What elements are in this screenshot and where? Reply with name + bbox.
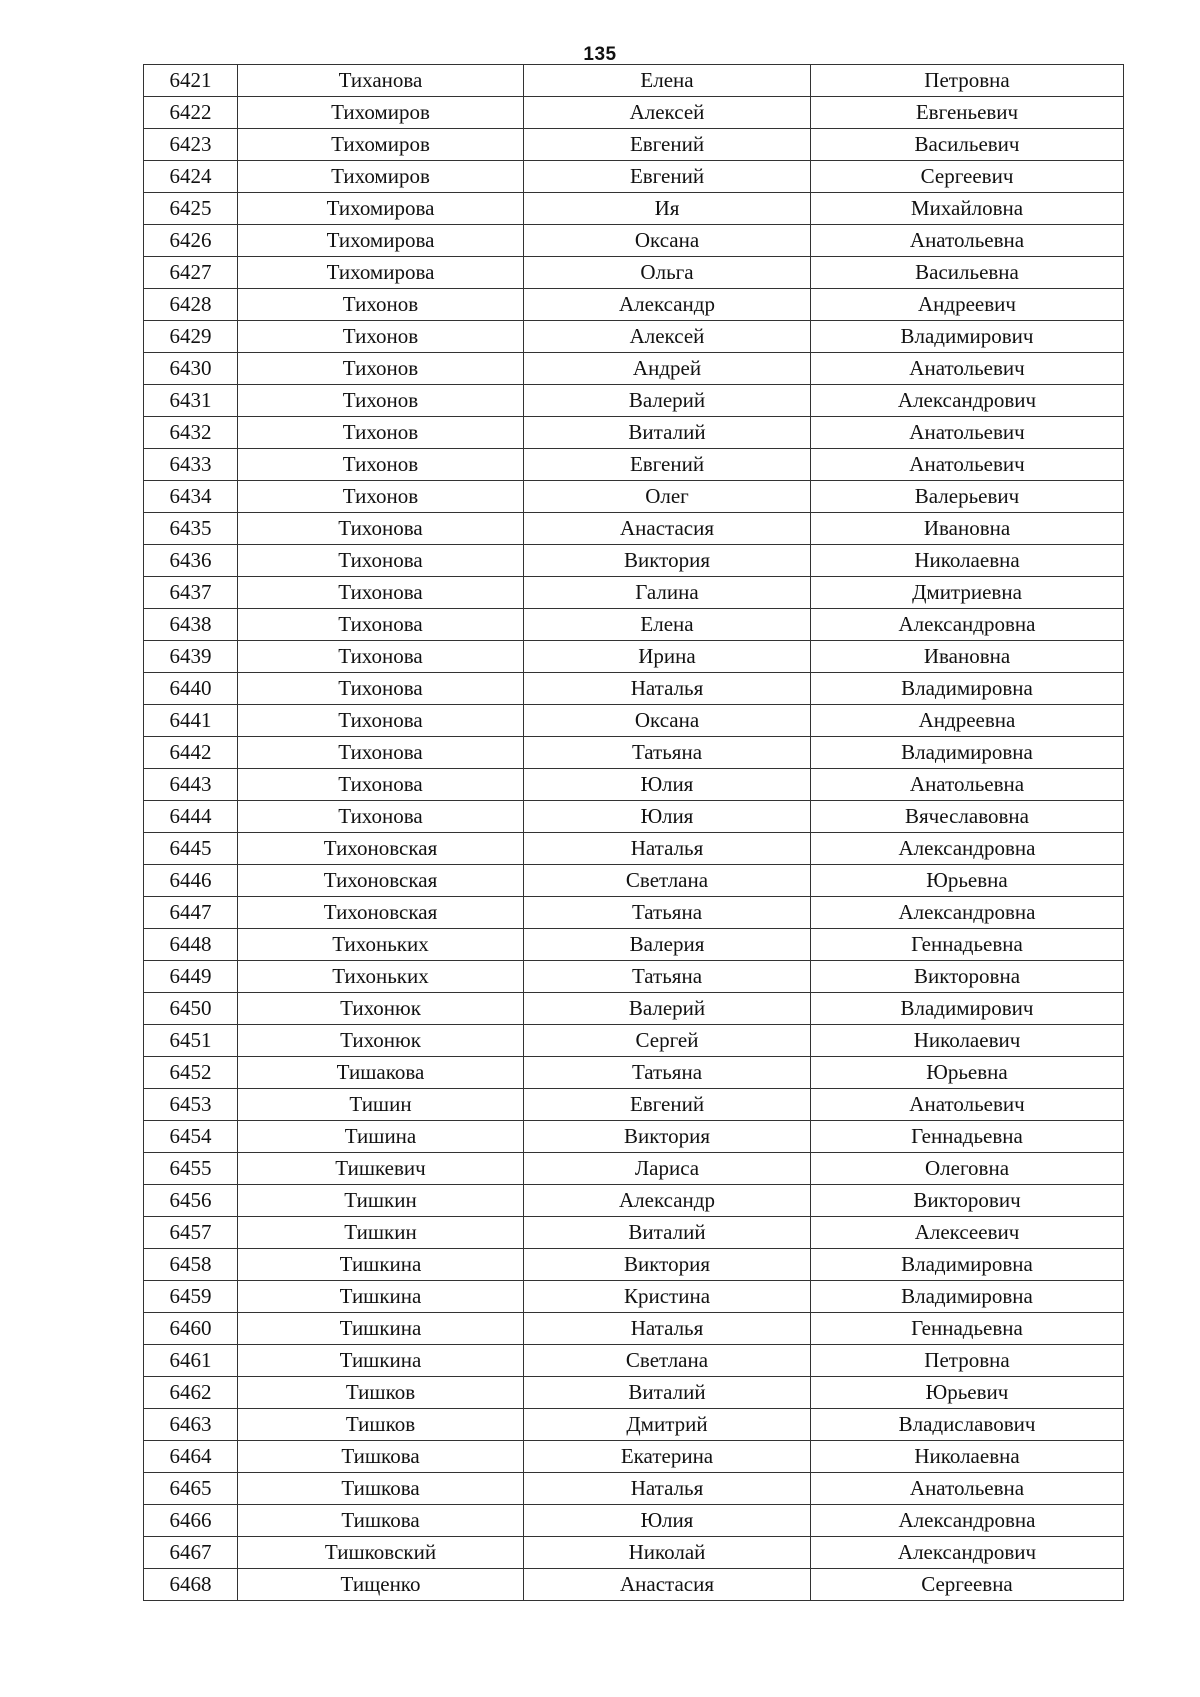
first-name-cell: Ольга bbox=[524, 257, 811, 289]
row-number-cell: 6452 bbox=[144, 1057, 238, 1089]
first-name-cell: Александр bbox=[524, 289, 811, 321]
row-number-cell: 6424 bbox=[144, 161, 238, 193]
first-name-cell: Юлия bbox=[524, 1505, 811, 1537]
table-row bbox=[144, 1249, 1124, 1281]
patronymic-cell: Викторович bbox=[811, 1185, 1124, 1217]
last-name-cell: Тихонов bbox=[238, 417, 524, 449]
patronymic-cell: Владимирович bbox=[811, 993, 1124, 1025]
first-name-cell: Николай bbox=[524, 1537, 811, 1569]
first-name-cell: Алексей bbox=[524, 97, 811, 129]
patronymic-cell: Юрьевич bbox=[811, 1377, 1124, 1409]
patronymic-cell: Анатольевич bbox=[811, 449, 1124, 481]
row-number-cell: 6455 bbox=[144, 1153, 238, 1185]
last-name-cell: Тихоновская bbox=[238, 897, 524, 929]
table-row bbox=[144, 577, 1124, 609]
row-number-cell: 6432 bbox=[144, 417, 238, 449]
table-row bbox=[144, 1185, 1124, 1217]
table-row bbox=[144, 929, 1124, 961]
patronymic-cell: Владимирович bbox=[811, 321, 1124, 353]
table-row bbox=[144, 1089, 1124, 1121]
page-number: 135 bbox=[583, 44, 617, 65]
last-name-cell: Тихонова bbox=[238, 673, 524, 705]
patronymic-cell: Анатольевич bbox=[811, 353, 1124, 385]
patronymic-cell: Анатольевич bbox=[811, 417, 1124, 449]
last-name-cell: Тихонова bbox=[238, 545, 524, 577]
first-name-cell: Галина bbox=[524, 577, 811, 609]
row-number-cell: 6441 bbox=[144, 705, 238, 737]
table-row bbox=[144, 1377, 1124, 1409]
first-name-cell: Евгений bbox=[524, 161, 811, 193]
table-row bbox=[144, 129, 1124, 161]
table-row bbox=[144, 97, 1124, 129]
patronymic-cell: Геннадьевна bbox=[811, 1121, 1124, 1153]
patronymic-cell: Викторовна bbox=[811, 961, 1124, 993]
last-name-cell: Тихонов bbox=[238, 481, 524, 513]
table-row bbox=[144, 257, 1124, 289]
last-name-cell: Тихоновская bbox=[238, 833, 524, 865]
first-name-cell: Андрей bbox=[524, 353, 811, 385]
table-row bbox=[144, 481, 1124, 513]
first-name-cell: Наталья bbox=[524, 673, 811, 705]
row-number-cell: 6456 bbox=[144, 1185, 238, 1217]
row-number-cell: 6428 bbox=[144, 289, 238, 321]
patronymic-cell: Владимировна bbox=[811, 673, 1124, 705]
patronymic-cell: Михайловна bbox=[811, 193, 1124, 225]
first-name-cell: Олег bbox=[524, 481, 811, 513]
last-name-cell: Тишковский bbox=[238, 1537, 524, 1569]
row-number-cell: 6433 bbox=[144, 449, 238, 481]
patronymic-cell: Ивановна bbox=[811, 641, 1124, 673]
last-name-cell: Тихонов bbox=[238, 385, 524, 417]
table-row bbox=[144, 609, 1124, 641]
patronymic-cell: Александровна bbox=[811, 897, 1124, 929]
row-number-cell: 6463 bbox=[144, 1409, 238, 1441]
last-name-cell: Тищенко bbox=[238, 1569, 524, 1601]
table-row bbox=[144, 1121, 1124, 1153]
names-table-body bbox=[144, 65, 1124, 1601]
last-name-cell: Тишакова bbox=[238, 1057, 524, 1089]
table-row bbox=[144, 225, 1124, 257]
row-number-cell: 6458 bbox=[144, 1249, 238, 1281]
last-name-cell: Тихонов bbox=[238, 353, 524, 385]
row-number-cell: 6459 bbox=[144, 1281, 238, 1313]
last-name-cell: Тихонюк bbox=[238, 993, 524, 1025]
table-row bbox=[144, 1409, 1124, 1441]
row-number-cell: 6434 bbox=[144, 481, 238, 513]
last-name-cell: Тихонова bbox=[238, 769, 524, 801]
patronymic-cell: Геннадьевна bbox=[811, 1313, 1124, 1345]
row-number-cell: 6444 bbox=[144, 801, 238, 833]
last-name-cell: Тихомиров bbox=[238, 97, 524, 129]
last-name-cell: Тишкин bbox=[238, 1217, 524, 1249]
patronymic-cell: Владимировна bbox=[811, 1249, 1124, 1281]
table-row bbox=[144, 65, 1124, 97]
first-name-cell: Татьяна bbox=[524, 737, 811, 769]
first-name-cell: Евгений bbox=[524, 449, 811, 481]
first-name-cell: Наталья bbox=[524, 833, 811, 865]
first-name-cell: Татьяна bbox=[524, 1057, 811, 1089]
first-name-cell: Валерий bbox=[524, 385, 811, 417]
table-row bbox=[144, 1281, 1124, 1313]
patronymic-cell: Ивановна bbox=[811, 513, 1124, 545]
row-number-cell: 6465 bbox=[144, 1473, 238, 1505]
patronymic-cell: Владимировна bbox=[811, 737, 1124, 769]
table-row bbox=[144, 1057, 1124, 1089]
table-row bbox=[144, 961, 1124, 993]
first-name-cell: Ия bbox=[524, 193, 811, 225]
last-name-cell: Тихонов bbox=[238, 449, 524, 481]
last-name-cell: Тишкова bbox=[238, 1505, 524, 1537]
row-number-cell: 6438 bbox=[144, 609, 238, 641]
patronymic-cell: Петровна bbox=[811, 65, 1124, 97]
last-name-cell: Тишкова bbox=[238, 1441, 524, 1473]
table-row bbox=[144, 705, 1124, 737]
last-name-cell: Тишкина bbox=[238, 1313, 524, 1345]
first-name-cell: Оксана bbox=[524, 705, 811, 737]
patronymic-cell: Васильевна bbox=[811, 257, 1124, 289]
first-name-cell: Евгений bbox=[524, 129, 811, 161]
last-name-cell: Тишкин bbox=[238, 1185, 524, 1217]
patronymic-cell: Александровна bbox=[811, 609, 1124, 641]
first-name-cell: Елена bbox=[524, 609, 811, 641]
patronymic-cell: Алексеевич bbox=[811, 1217, 1124, 1249]
first-name-cell: Валерий bbox=[524, 993, 811, 1025]
first-name-cell: Лариса bbox=[524, 1153, 811, 1185]
last-name-cell: Тишкова bbox=[238, 1473, 524, 1505]
last-name-cell: Тихонова bbox=[238, 705, 524, 737]
row-number-cell: 6435 bbox=[144, 513, 238, 545]
row-number-cell: 6426 bbox=[144, 225, 238, 257]
patronymic-cell: Анатольевна bbox=[811, 1473, 1124, 1505]
table-row bbox=[144, 1345, 1124, 1377]
first-name-cell: Евгений bbox=[524, 1089, 811, 1121]
last-name-cell: Тихомирова bbox=[238, 225, 524, 257]
patronymic-cell: Анатольевич bbox=[811, 1089, 1124, 1121]
row-number-cell: 6468 bbox=[144, 1569, 238, 1601]
first-name-cell: Кристина bbox=[524, 1281, 811, 1313]
table-row bbox=[144, 161, 1124, 193]
row-number-cell: 6454 bbox=[144, 1121, 238, 1153]
first-name-cell: Ирина bbox=[524, 641, 811, 673]
table-row bbox=[144, 737, 1124, 769]
table-row bbox=[144, 865, 1124, 897]
first-name-cell: Светлана bbox=[524, 865, 811, 897]
patronymic-cell: Александровна bbox=[811, 833, 1124, 865]
first-name-cell: Татьяна bbox=[524, 897, 811, 929]
last-name-cell: Тихомиров bbox=[238, 129, 524, 161]
row-number-cell: 6422 bbox=[144, 97, 238, 129]
first-name-cell: Виктория bbox=[524, 545, 811, 577]
table-row bbox=[144, 1537, 1124, 1569]
first-name-cell: Виталий bbox=[524, 1217, 811, 1249]
patronymic-cell: Александрович bbox=[811, 385, 1124, 417]
row-number-cell: 6421 bbox=[144, 65, 238, 97]
row-number-cell: 6425 bbox=[144, 193, 238, 225]
row-number-cell: 6427 bbox=[144, 257, 238, 289]
first-name-cell: Дмитрий bbox=[524, 1409, 811, 1441]
patronymic-cell: Николаевна bbox=[811, 1441, 1124, 1473]
first-name-cell: Оксана bbox=[524, 225, 811, 257]
patronymic-cell: Юрьевна bbox=[811, 1057, 1124, 1089]
first-name-cell: Юлия bbox=[524, 769, 811, 801]
row-number-cell: 6449 bbox=[144, 961, 238, 993]
table-row bbox=[144, 449, 1124, 481]
last-name-cell: Тихонюк bbox=[238, 1025, 524, 1057]
table-row bbox=[144, 801, 1124, 833]
last-name-cell: Тишкина bbox=[238, 1345, 524, 1377]
row-number-cell: 6460 bbox=[144, 1313, 238, 1345]
last-name-cell: Тиханова bbox=[238, 65, 524, 97]
last-name-cell: Тихоновская bbox=[238, 865, 524, 897]
first-name-cell: Татьяна bbox=[524, 961, 811, 993]
patronymic-cell: Юрьевна bbox=[811, 865, 1124, 897]
row-number-cell: 6436 bbox=[144, 545, 238, 577]
patronymic-cell: Александровна bbox=[811, 1505, 1124, 1537]
row-number-cell: 6461 bbox=[144, 1345, 238, 1377]
last-name-cell: Тишина bbox=[238, 1121, 524, 1153]
patronymic-cell: Анатольевна bbox=[811, 769, 1124, 801]
row-number-cell: 6439 bbox=[144, 641, 238, 673]
table-row bbox=[144, 1473, 1124, 1505]
row-number-cell: 6443 bbox=[144, 769, 238, 801]
table-row bbox=[144, 897, 1124, 929]
patronymic-cell: Вячеславовна bbox=[811, 801, 1124, 833]
last-name-cell: Тихонова bbox=[238, 577, 524, 609]
row-number-cell: 6466 bbox=[144, 1505, 238, 1537]
row-number-cell: 6423 bbox=[144, 129, 238, 161]
patronymic-cell: Валерьевич bbox=[811, 481, 1124, 513]
last-name-cell: Тихонова bbox=[238, 609, 524, 641]
first-name-cell: Анастасия bbox=[524, 1569, 811, 1601]
table-row bbox=[144, 353, 1124, 385]
table-row bbox=[144, 833, 1124, 865]
last-name-cell: Тихомирова bbox=[238, 257, 524, 289]
table-row bbox=[144, 993, 1124, 1025]
first-name-cell: Виталий bbox=[524, 417, 811, 449]
table-row bbox=[144, 1313, 1124, 1345]
row-number-cell: 6448 bbox=[144, 929, 238, 961]
first-name-cell: Валерия bbox=[524, 929, 811, 961]
table-row bbox=[144, 289, 1124, 321]
row-number-cell: 6457 bbox=[144, 1217, 238, 1249]
patronymic-cell: Олеговна bbox=[811, 1153, 1124, 1185]
first-name-cell: Юлия bbox=[524, 801, 811, 833]
last-name-cell: Тишкина bbox=[238, 1249, 524, 1281]
first-name-cell: Виталий bbox=[524, 1377, 811, 1409]
first-name-cell: Светлана bbox=[524, 1345, 811, 1377]
table-row bbox=[144, 385, 1124, 417]
first-name-cell: Александр bbox=[524, 1185, 811, 1217]
patronymic-cell: Андреевич bbox=[811, 289, 1124, 321]
patronymic-cell: Геннадьевна bbox=[811, 929, 1124, 961]
table-row bbox=[144, 1153, 1124, 1185]
first-name-cell: Екатерина bbox=[524, 1441, 811, 1473]
table-row bbox=[144, 641, 1124, 673]
first-name-cell: Елена bbox=[524, 65, 811, 97]
row-number-cell: 6446 bbox=[144, 865, 238, 897]
patronymic-cell: Андреевна bbox=[811, 705, 1124, 737]
last-name-cell: Тишков bbox=[238, 1409, 524, 1441]
table-row bbox=[144, 545, 1124, 577]
patronymic-cell: Сергеевна bbox=[811, 1569, 1124, 1601]
table-row bbox=[144, 1217, 1124, 1249]
table-row bbox=[144, 321, 1124, 353]
table-row bbox=[144, 1025, 1124, 1057]
table-row bbox=[144, 513, 1124, 545]
first-name-cell: Сергей bbox=[524, 1025, 811, 1057]
row-number-cell: 6440 bbox=[144, 673, 238, 705]
last-name-cell: Тихонова bbox=[238, 737, 524, 769]
row-number-cell: 6437 bbox=[144, 577, 238, 609]
row-number-cell: 6462 bbox=[144, 1377, 238, 1409]
row-number-cell: 6429 bbox=[144, 321, 238, 353]
row-number-cell: 6431 bbox=[144, 385, 238, 417]
last-name-cell: Тишков bbox=[238, 1377, 524, 1409]
last-name-cell: Тихомирова bbox=[238, 193, 524, 225]
row-number-cell: 6453 bbox=[144, 1089, 238, 1121]
row-number-cell: 6442 bbox=[144, 737, 238, 769]
last-name-cell: Тихонова bbox=[238, 801, 524, 833]
row-number-cell: 6450 bbox=[144, 993, 238, 1025]
table-row bbox=[144, 417, 1124, 449]
last-name-cell: Тихомиров bbox=[238, 161, 524, 193]
patronymic-cell: Владиславович bbox=[811, 1409, 1124, 1441]
table-row bbox=[144, 769, 1124, 801]
last-name-cell: Тишин bbox=[238, 1089, 524, 1121]
table-row bbox=[144, 1441, 1124, 1473]
first-name-cell: Наталья bbox=[524, 1473, 811, 1505]
last-name-cell: Тихонова bbox=[238, 513, 524, 545]
patronymic-cell: Николаевна bbox=[811, 545, 1124, 577]
table-row bbox=[144, 193, 1124, 225]
patronymic-cell: Анатольевна bbox=[811, 225, 1124, 257]
row-number-cell: 6464 bbox=[144, 1441, 238, 1473]
patronymic-cell: Сергеевич bbox=[811, 161, 1124, 193]
last-name-cell: Тихонов bbox=[238, 289, 524, 321]
table-row bbox=[144, 1569, 1124, 1601]
table-row bbox=[144, 1505, 1124, 1537]
last-name-cell: Тишкина bbox=[238, 1281, 524, 1313]
row-number-cell: 6430 bbox=[144, 353, 238, 385]
last-name-cell: Тихоньких bbox=[238, 929, 524, 961]
row-number-cell: 6451 bbox=[144, 1025, 238, 1057]
first-name-cell: Виктория bbox=[524, 1121, 811, 1153]
patronymic-cell: Васильевич bbox=[811, 129, 1124, 161]
first-name-cell: Алексей bbox=[524, 321, 811, 353]
patronymic-cell: Александрович bbox=[811, 1537, 1124, 1569]
row-number-cell: 6467 bbox=[144, 1537, 238, 1569]
patronymic-cell: Дмитриевна bbox=[811, 577, 1124, 609]
patronymic-cell: Петровна bbox=[811, 1345, 1124, 1377]
first-name-cell: Анастасия bbox=[524, 513, 811, 545]
patronymic-cell: Евгеньевич bbox=[811, 97, 1124, 129]
last-name-cell: Тишкевич bbox=[238, 1153, 524, 1185]
patronymic-cell: Владимировна bbox=[811, 1281, 1124, 1313]
first-name-cell: Наталья bbox=[524, 1313, 811, 1345]
names-table bbox=[143, 64, 1124, 1601]
first-name-cell: Виктория bbox=[524, 1249, 811, 1281]
patronymic-cell: Николаевич bbox=[811, 1025, 1124, 1057]
last-name-cell: Тихонова bbox=[238, 641, 524, 673]
row-number-cell: 6447 bbox=[144, 897, 238, 929]
table-row bbox=[144, 673, 1124, 705]
row-number-cell: 6445 bbox=[144, 833, 238, 865]
last-name-cell: Тихонов bbox=[238, 321, 524, 353]
last-name-cell: Тихоньких bbox=[238, 961, 524, 993]
